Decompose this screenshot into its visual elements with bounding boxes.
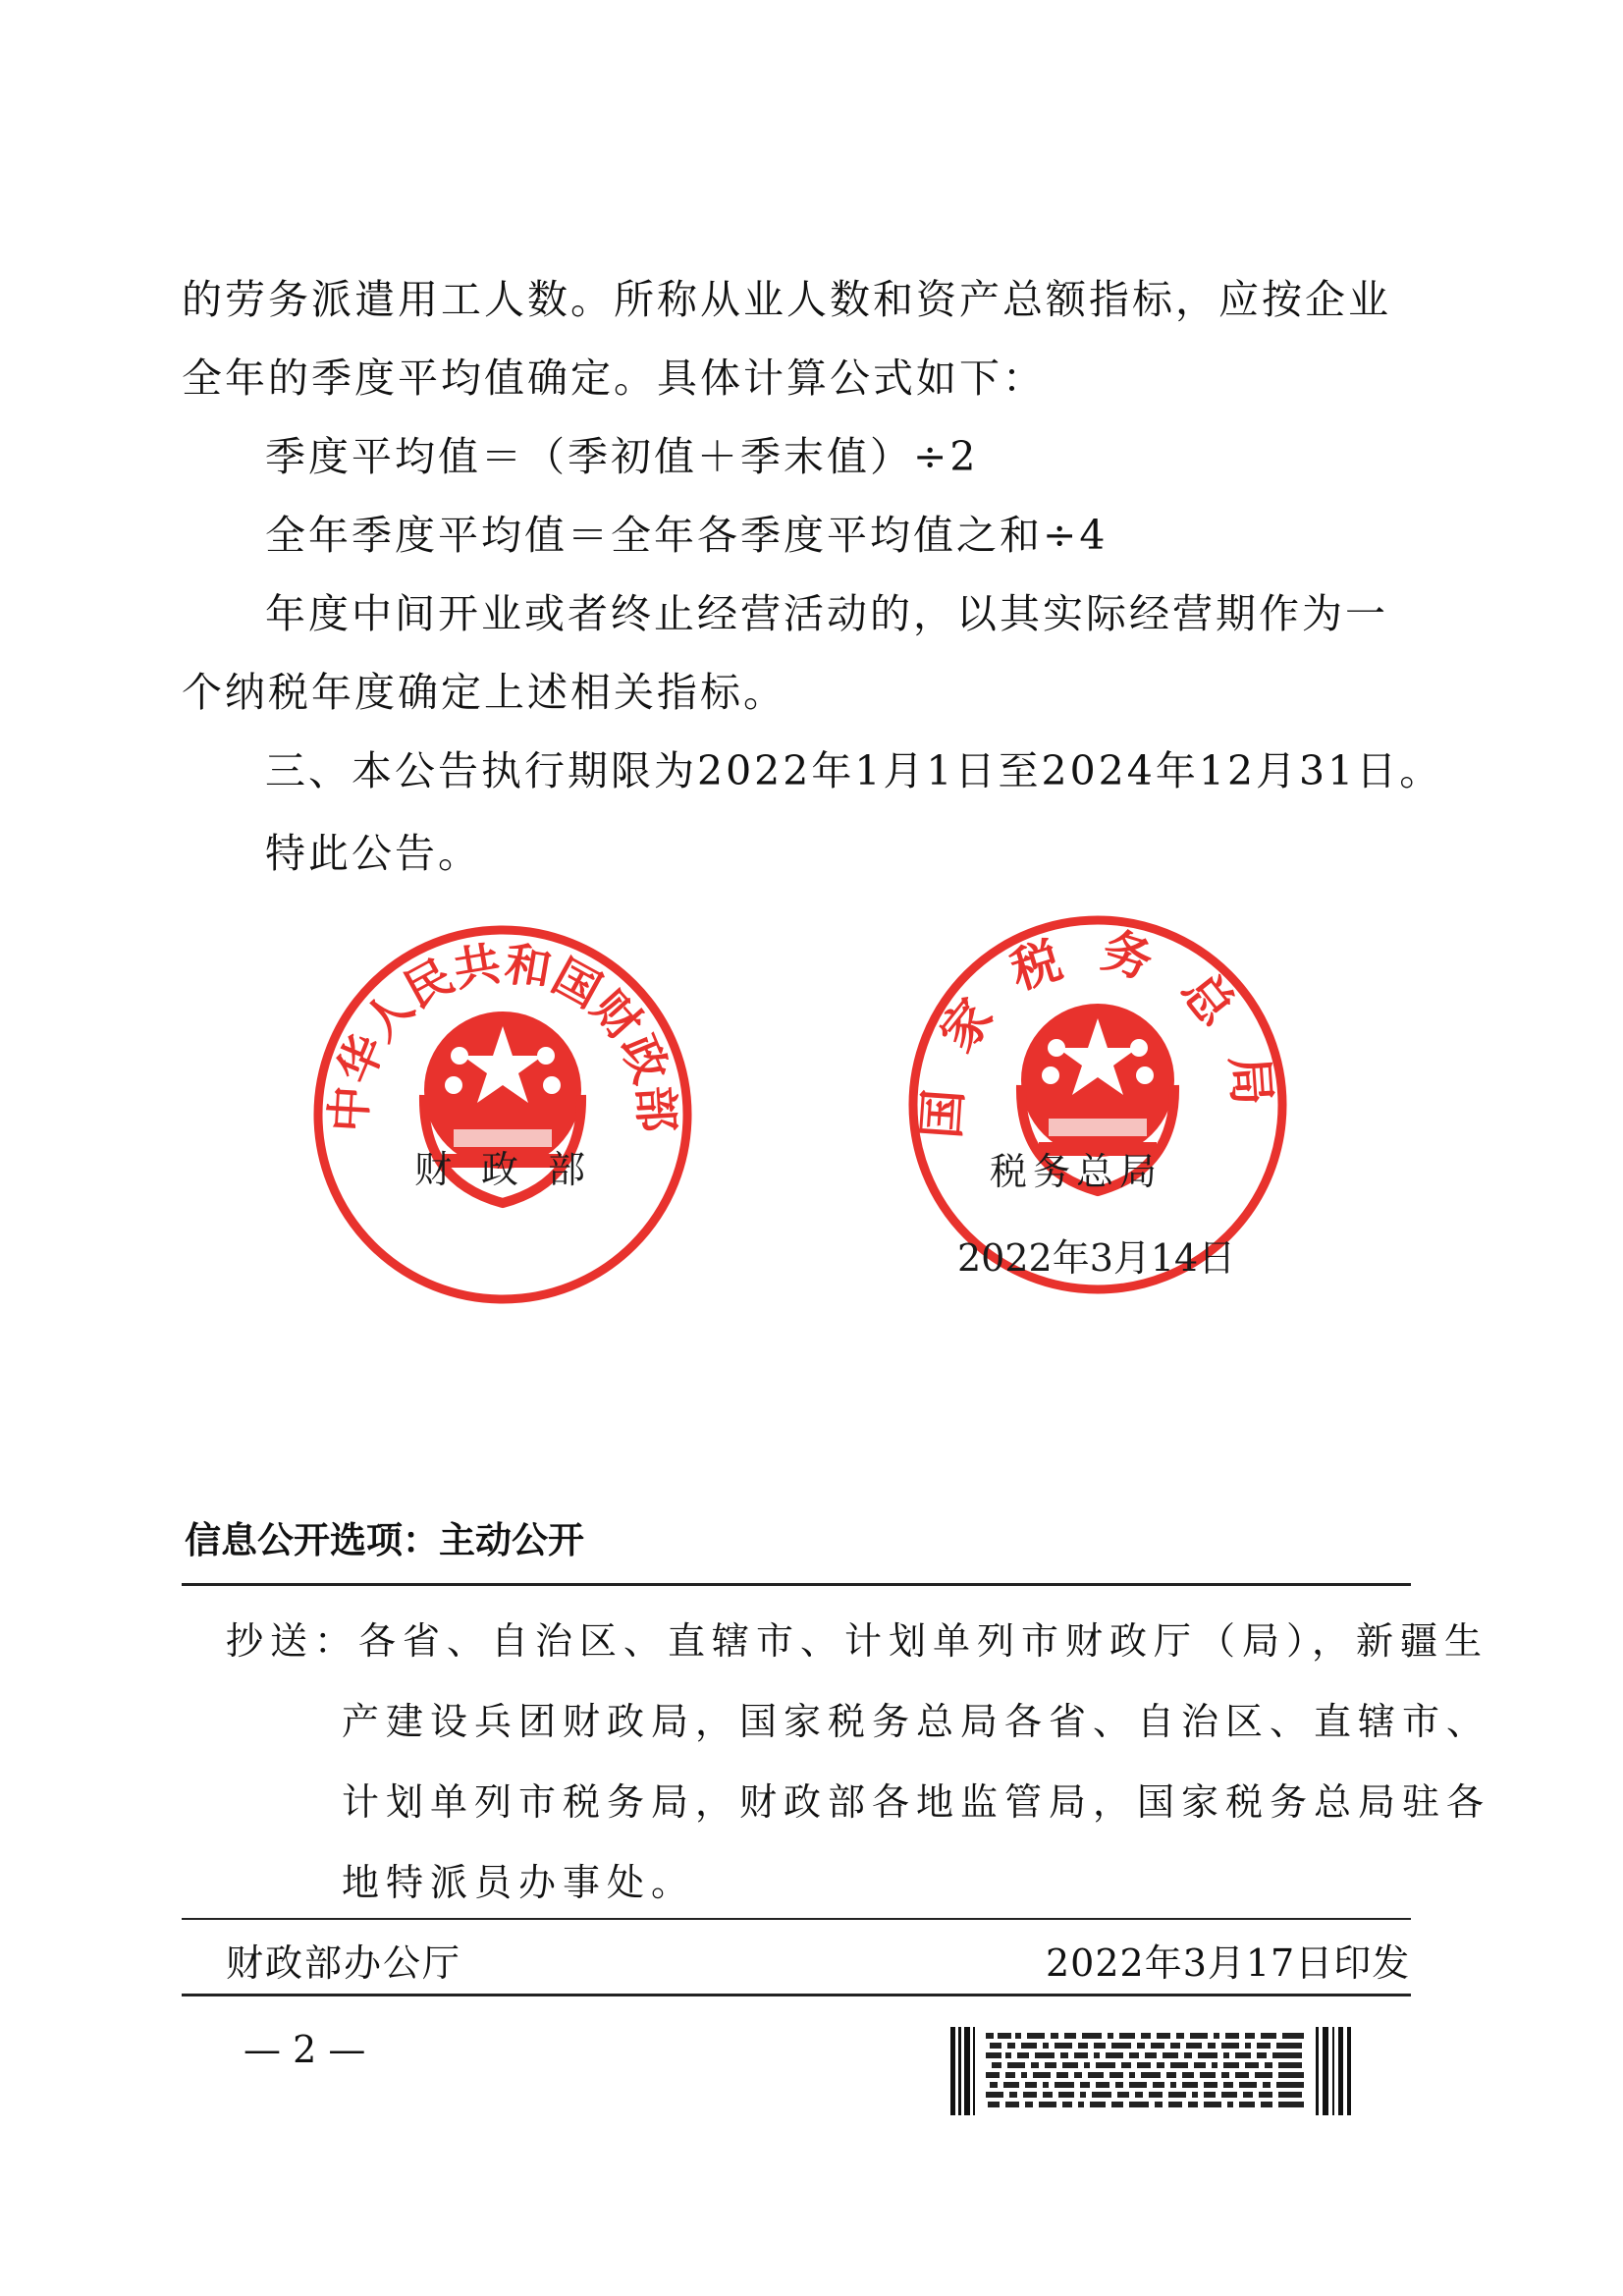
- cc-line-4: 地特派员办事处。: [342, 1861, 696, 1904]
- divider-bottom: [182, 1994, 1411, 1996]
- issuer: 财政部办公厅: [226, 1941, 462, 1985]
- formula-annual-average: 全年季度平均值＝全年各季度平均值之和÷4: [265, 512, 1109, 559]
- closing-line: 特此公告。: [265, 830, 481, 877]
- signature-ministry-of-finance: 财政部: [414, 1148, 616, 1191]
- body-line-1: 的劳务派遣用工人数。所称从业人数和资产总额指标，应按企业: [182, 276, 1391, 323]
- divider-middle: [182, 1918, 1411, 1920]
- cc-line-1: 抄送：各省、自治区、直辖市、计划单列市财政厅（局），新疆生: [226, 1619, 1489, 1663]
- cc-line-3: 计划单列市税务局，财政部各地监管局，国家税务总局驻各: [342, 1780, 1491, 1824]
- body-line-6: 个纳税年度确定上述相关指标。: [182, 669, 786, 716]
- signature-taxation-administration: 税务总局: [990, 1150, 1163, 1193]
- disclosure-option: 信息公开选项：主动公开: [185, 1519, 584, 1561]
- body-line-2: 全年的季度平均值确定。具体计算公式如下：: [182, 355, 1046, 402]
- formula-quarter-average: 季度平均值＝（季初值＋季末值）÷2: [265, 433, 979, 480]
- cc-line-2: 产建设兵团财政局，国家税务总局各省、自治区、直辖市、: [342, 1700, 1491, 1743]
- seal-left-text: 中华人民共和国财政部: [321, 936, 684, 1134]
- issue-date: 2022年3月17日印发: [1046, 1941, 1411, 1985]
- signing-date: 2022年3月14日: [957, 1236, 1236, 1280]
- page-number: — 2 —: [243, 2028, 366, 2071]
- body-line-5: 年度中间开业或者终止经营活动的，以其实际经营期作为一: [265, 590, 1388, 637]
- seal-right-text: 国家税务总局: [912, 921, 1283, 1141]
- ministry-of-finance-seal: [306, 918, 699, 1311]
- body-line-7: 三、本公告执行期限为2022年1月1日至2024年12月31日。: [265, 747, 1443, 794]
- divider-top: [182, 1583, 1411, 1586]
- document-barcode: [950, 2027, 1353, 2115]
